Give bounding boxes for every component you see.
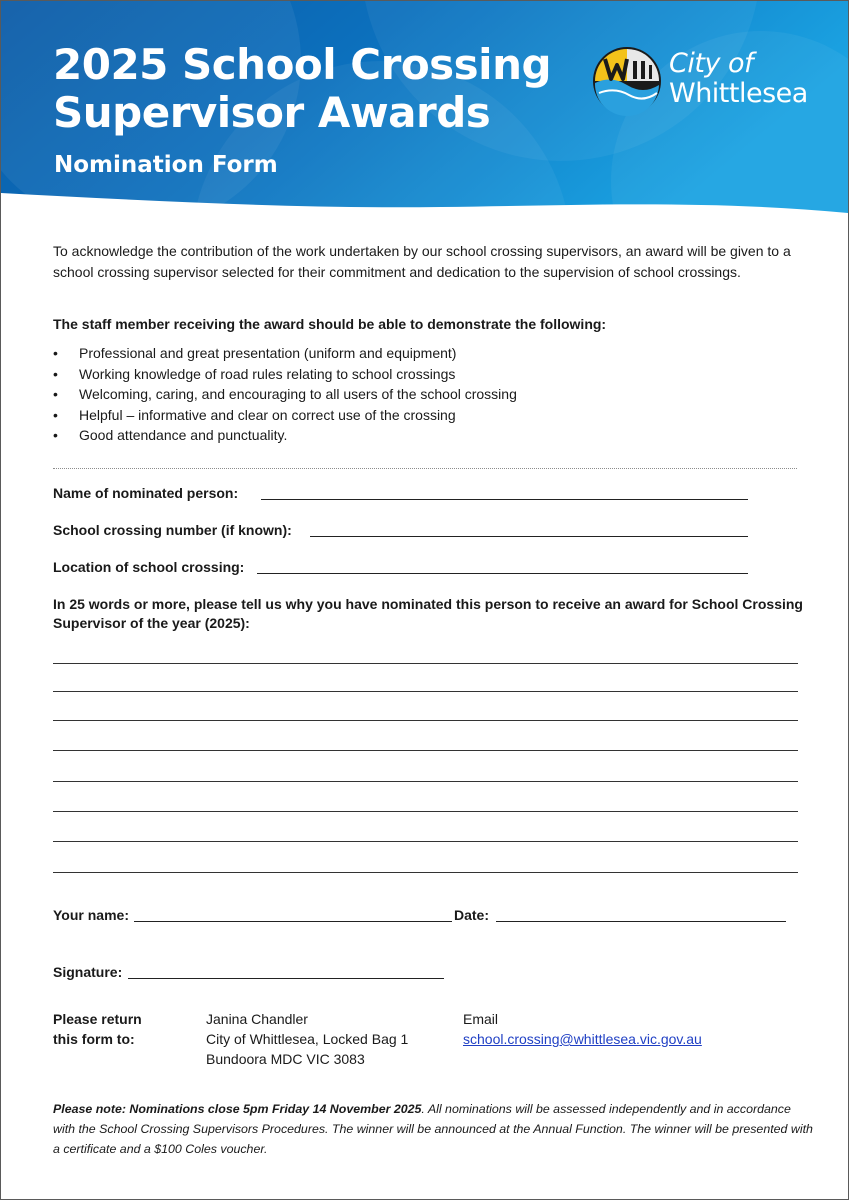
- nominee-name-label: Name of nominated person:: [53, 485, 239, 501]
- answer-line-2[interactable]: [53, 691, 798, 692]
- crossing-location-label: Location of school crossing:: [53, 559, 245, 575]
- email-link[interactable]: school.crossing@whittlesea.vic.gov.au: [463, 1031, 702, 1047]
- title-line-1: 2025 School Crossing: [53, 40, 552, 89]
- closing-note: [53, 1099, 813, 1159]
- logo-line-1: City of: [669, 48, 754, 79]
- date-label: Date:: [454, 907, 490, 923]
- address-line-2: Bundoora MDC VIC 3083: [206, 1051, 365, 1067]
- answer-line-6[interactable]: [53, 811, 798, 812]
- signature-field[interactable]: [128, 978, 444, 979]
- title-line-2: Supervisor Awards: [53, 88, 491, 137]
- crossing-number-field[interactable]: [310, 536, 748, 537]
- logo-line-2: Whittlesea: [669, 78, 808, 109]
- return-label-line-1: Please return: [53, 1011, 142, 1027]
- form-subtitle: Nomination Form: [54, 152, 278, 178]
- your-name-field[interactable]: [134, 921, 452, 922]
- answer-line-1[interactable]: [53, 663, 798, 664]
- return-label-line-2: this form to:: [53, 1031, 135, 1047]
- crossing-number-label: School crossing number (if known):: [53, 522, 292, 538]
- return-address: [206, 1009, 408, 1069]
- list-item: • Good attendance and punctuality.: [53, 425, 517, 446]
- answer-line-7[interactable]: [53, 841, 798, 842]
- city-emblem-icon: [591, 45, 663, 117]
- city-logo-text: [669, 49, 808, 109]
- list-item: • Helpful – informative and clear on correct use of the crossing: [53, 405, 517, 426]
- list-item: • Professional and great presentation (uniform and equipment): [53, 343, 517, 364]
- form-title: [53, 41, 551, 137]
- list-item: • Welcoming, caring, and encouraging to all users of the school crossing: [53, 384, 517, 405]
- crossing-location-field[interactable]: [257, 573, 748, 574]
- note-details: . All nominations will be assessed independently and in accordance with the School Crossing Supervisors Procedures. The winner will be announced at the Annual Function. The winner will be presented with a certificate and a $100 Coles voucher.: [53, 1102, 813, 1156]
- contact-name: Janina Chandler: [206, 1011, 308, 1027]
- email-block: [463, 1009, 702, 1049]
- section-divider: [53, 468, 797, 469]
- date-field[interactable]: [496, 921, 786, 922]
- return-label: [53, 1009, 142, 1049]
- answer-line-8[interactable]: [53, 872, 798, 873]
- list-item: • Working knowledge of road rules relating to school crossings: [53, 364, 517, 385]
- signature-label: Signature:: [53, 964, 123, 980]
- requirements-list: [53, 343, 517, 446]
- city-logo: [591, 45, 821, 121]
- nomination-question: In 25 words or more, please tell us why you have nominated this person to receive an award for School Crossing Supervisor of the year (2025):: [53, 596, 803, 631]
- answer-line-4[interactable]: [53, 750, 798, 751]
- intro-paragraph: To acknowledge the contribution of the work undertaken by our school crossing supervisors, an award will be given to a school crossing supervisor selected for their commitment and dedication to the supervision of school crossings.: [53, 243, 791, 280]
- nominee-name-field[interactable]: [261, 499, 748, 500]
- note-deadline: Please note: Nominations close 5pm Friday 14 November 2025: [53, 1102, 422, 1116]
- answer-line-5[interactable]: [53, 781, 798, 782]
- your-name-label: Your name:: [53, 907, 129, 923]
- header-banner: [1, 1, 848, 216]
- requirements-heading: The staff member receiving the award should be able to demonstrate the following:: [53, 316, 607, 332]
- email-label: Email: [463, 1011, 499, 1027]
- address-line-1: City of Whittlesea, Locked Bag 1: [206, 1031, 409, 1047]
- answer-line-3[interactable]: [53, 720, 798, 721]
